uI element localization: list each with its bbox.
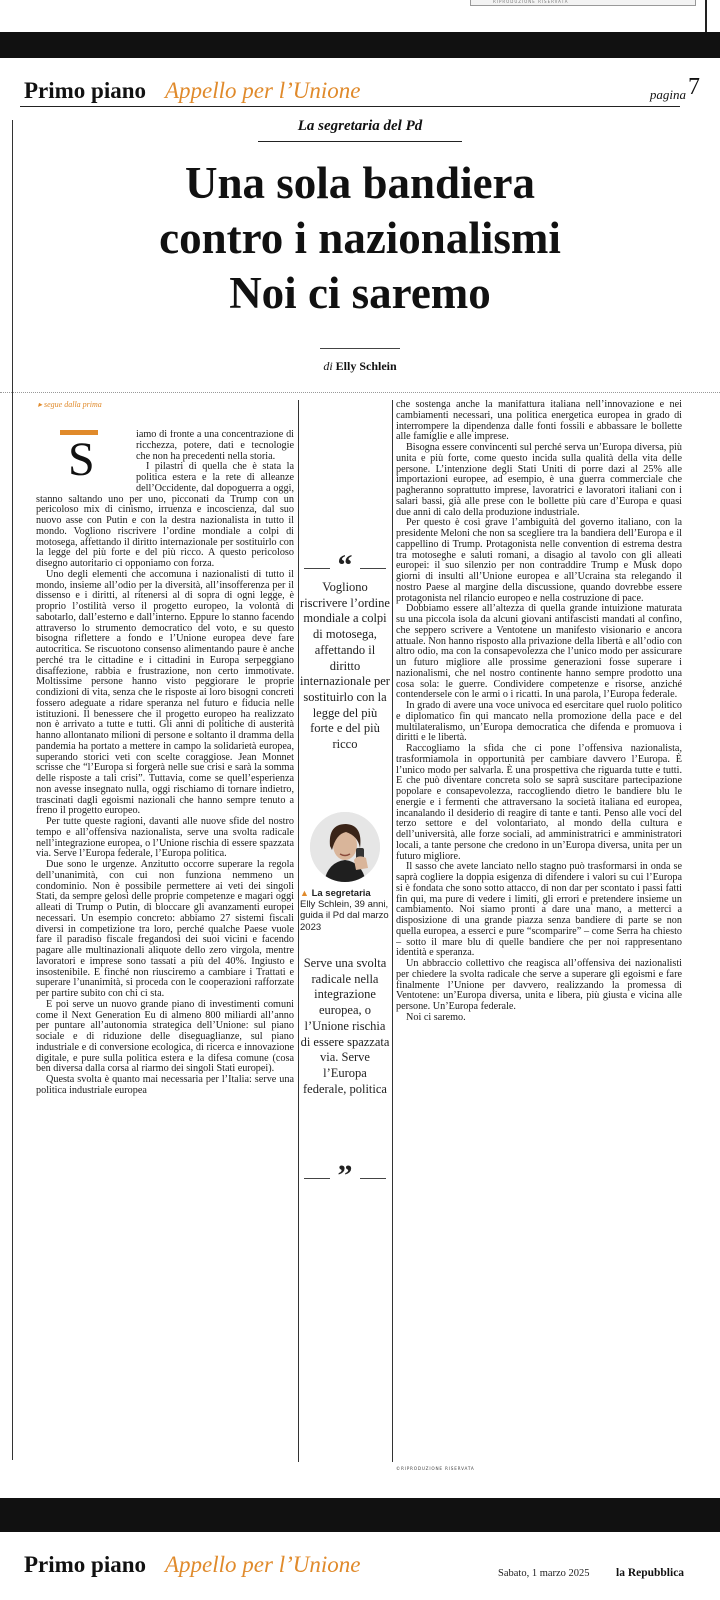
photo-caption <box>300 888 390 933</box>
article-column-left <box>36 430 294 1460</box>
section-title: Primo piano <box>24 78 147 103</box>
bottom-black-band <box>0 1498 720 1532</box>
previous-page-edge <box>470 0 696 6</box>
caption-text: Elly Schlein, 39 anni, guida il Pd dal marzo 2023 <box>300 899 389 933</box>
headline-line-3: Noi ci saremo <box>229 268 491 318</box>
segue-text: segue dalla prima <box>44 400 102 409</box>
author-photo <box>310 812 380 882</box>
quote-close-icon: ” <box>337 1159 353 1192</box>
paragraph: Per tutte queste ragioni, davanti alle nuove sfide del nostro tempo e all’offensiva nazionalista, serve una svolta radicale nell’integrazione europea, o l’Unione rischia di essere spazzata via. Serve l’Europa federale, l’Europa politica. <box>36 816 294 860</box>
headline-line-2: contro i nazionalismi <box>159 213 561 263</box>
top-vertical-rule <box>705 0 707 32</box>
paragraph: Bisogna essere convincenti sul perché serva un’Europa diversa, più unita e più forte, come questo incida sulla qualità della vita delle persone. L’intenzione degli Stati Uniti di porre dazi al 25% alle importazioni europee, ad esempio, è una guerra commerciale che pagheranno soprattutto imprese, lavoratrici e lavoratori italiani con i salari bassi, già alle prese con le bollette più care d’Europa e quasi due anni di calo della produzione industriale. <box>396 442 682 518</box>
paragraph: Dobbiamo essere all’altezza di quella grande intuizione maturata su una piccola isola da alcuni giovani antifascisti mandati al confino, che seppero scrivere a Ventotene un manifesto visionario e ancora attuale. Non hanno risposto alla privazione della libertà e all’odio con altro odio, ma con la consapevolezza che l’unico modo per assicurare un futuro migliore alle prossime generazioni fosse superare i nazionalismi, che nel nostro continente hanno sempre prodotto una cosa sola: le guerre. Condividere competenze e risorse, anziché contendersele con le armi o i ricatti. In una parola, l’Europa federale. <box>396 603 682 701</box>
paragraph: Per questo è così grave l’ambiguità del governo italiano, con la presidente Meloni che non sa scegliere tra la bandiera dell’Europa e il cappellino di Trump. Protagonista nelle convention di estrema destra tra motoseghe e saluti romani, a disagio al tavolo con gli alleati europei: il suo silenzio per non contraddire Trump e Musk dopo giorni di insulti all’Unione europea e all’Ucraina sta relegando il nostro Paese al margine della discussione, quando dovrebbe essere protagonista nel rilancio europeo e nella costruzione di pace. <box>396 517 682 604</box>
footer-date: Sabato, 1 marzo 2025 <box>498 1568 590 1579</box>
footer-series-title: Appello per l’Unione <box>165 1552 361 1577</box>
byline-prefix: di <box>323 359 333 373</box>
paragraph: Raccogliamo la sfida che ci pone l’offensiva nazionalista, trasformiamola in opportunità per cambiare davvero l’Europa. È l’unico modo per salvarla. È una prospettiva che riguarda tutte e tutti. E che può diventare concreta solo se saprà suscitare partecipazione popolare e consapevolezza, raccogliendo dietro le bandiere blu le energie e i fermenti che attraversano la società italiana ed europea, incanalando il desiderio di reagire di tante e tanti. Penso alle voci del terzo settore e del volontariato, al mondo della cultura e dell’università, alle forze sociali, ad amministratrici e amministratori locali, a tante persone che credono in un’Europa diversa, unita per un futuro migliore. <box>396 743 682 862</box>
headline-line-1: Una sola bandiera <box>184 158 536 208</box>
paragraph: iamo di fronte a una concentrazione di ricchezza, potere, dati e tecnologie che non ha precedenti nella storia. <box>136 430 294 462</box>
dropcap-letter: S <box>68 433 95 486</box>
page-footer <box>0 1532 720 1600</box>
header-rule <box>20 106 680 107</box>
previous-page-text: RIPRODUZIONE RISERVATA <box>493 0 569 4</box>
page-number: 7 <box>688 74 700 100</box>
paragraph: E poi serve un nuovo grande piano di investimenti comuni come il Next Generation Eu di almeno 800 miliardi all’anno per puntare all’autonomia strategica dell’Unione: sul piano sociale e di riduzione delle diseguaglianze, sul piano industriale e di conversione ecologica, di ricerca e innovazione digitale, e pure sulla politica estera e la difesa comune (cosa ben diversa dalla corsa al riarmo dei singoli Stati europei). <box>36 998 294 1075</box>
byline <box>0 359 720 374</box>
dotted-separator <box>0 392 720 393</box>
pull-quote-2: Serve una svolta radicale nella integrazione europea, o l’Unione rischia di essere spazzata via. Serve l’Europa federale, politica <box>300 956 390 1096</box>
quote-rule <box>304 568 330 569</box>
top-strip <box>0 0 720 32</box>
quote-close-marker <box>300 1159 390 1192</box>
paragraph: Il sasso che avete lanciato nello stagno può trasformarsi in onda se saprà cogliere la doppia esigenza di difendere i valori su cui l’Europa si è fondata che sono sotto attacco, di non dar per scontato i passi fatti fin qui, ma pure di vedere i limiti, gli errori e pretendere insieme un cambiamento. Noi siamo pronti a dare una mano, a metterci a disposizione di una grande piazza senza bandiere di parte se non quella europea, a esserci e pure “scomparire” – come Serra ha chiesto – sotto il mare blu di quelle bandiere che per noi rappresentano identità e speranza. <box>396 861 682 959</box>
page-label: pagina <box>649 87 686 102</box>
series-title: Appello per l’Unione <box>165 78 361 103</box>
newspaper-brand: la Repubblica <box>616 1567 685 1579</box>
column-rule-left <box>298 400 299 1462</box>
paragraph: I pilastri di quella che è stata la politica estera e la rete di alleanze dell’Occidente, dal dopoguerra a oggi, stanno saltando uno per uno, picconati da Trump con un pericoloso mix di cinismo, irruenza e incoscienza, dal suo nuovo asse con Putin e con la destra nazionalista in tutto il mondo. Vogliono riscrivere l’ordine mondiale a colpi di motosega, affettando il diritto internazionale per sostituirlo con la legge del più forte e del più ricco. A questo pericoloso disegno autoritario ci opponiamo con forza. <box>36 461 294 569</box>
article-column-right <box>396 400 682 1462</box>
author-photo-drawing <box>310 812 380 882</box>
page-header <box>0 58 720 106</box>
paragraph: Un abbraccio collettivo che reagisca all’offensiva dei nazionalisti per chiedere la svolta radicale che serve a superare gli egoismi e fare finalmente l’Unione per davvero, realizzando la promessa di Ventotene: un’Europa diversa, unita e libera, più giusta e vicina alle persone. Un’Europa federale. <box>396 958 682 1012</box>
caption-title: La segretaria <box>311 888 371 899</box>
top-black-band <box>0 32 720 58</box>
left-margin-rule <box>12 120 13 1460</box>
pull-quote-1: Vogliono riscrivere l’ordine mondiale a colpi di motosega, affettando il diritto internazionale per sostituirlo con la legge del più forte e del più ricco <box>300 580 390 752</box>
paragraph: In grado di avere una voce univoca ed esercitare quel ruolo politico e diplomatico fin qui mancato nella promozione della pace e del multilateralismo, un’Europa democratica che difenda e promuova i diritti e le libertà. <box>396 700 682 744</box>
column-rule-right <box>392 400 393 1462</box>
triangle-icon: ▸ <box>38 400 43 409</box>
quote-open-icon: “ <box>337 549 353 582</box>
paragraph: Questa svolta è quanto mai necessaria per l’Italia: serve una politica industriale europea <box>36 1074 294 1096</box>
sidebar-column <box>300 400 390 1462</box>
kicker: La segretaria del Pd <box>297 118 423 134</box>
byline-author: Elly Schlein <box>335 359 397 373</box>
footer-section-title: Primo piano <box>24 1552 147 1577</box>
segue-note <box>38 400 102 409</box>
quote-rule <box>360 1178 386 1179</box>
byline-rule <box>320 348 400 349</box>
quote-rule <box>304 1178 330 1179</box>
kicker-rule <box>258 141 462 142</box>
paragraph: Uno degli elementi che accomuna i nazionalisti di tutto il mondo, insieme all’odio per la diversità, all’insofferenza per il dissenso e i diritti, al ritenersi al di sopra di ogni legge, è proprio l’ostilità verso il progetto europeo, la volontà di sabotarlo, dall’esterno e dall’interno. Eppure lo stanno facendo attraverso lo strumento democratico del voto, e su questo bisogna riflettere a fondo e l’Unione europea deve fare autocritica. Se riscuotono consenso alimentando paure è anche perché tra le cittadine e i cittadini in Europa serpeggiano disaffezione, rabbia e frustrazione, non certo immotivate. Moltissime persone hanno visto peggiorare le proprie condizioni di vita, senza che le risposte ai loro bisogni concreti fossero adeguate a ridare speranza nel futuro e fiducia nelle istituzioni. Il benessere che il progetto europeo ha realizzato non è arrivato a tutte e tutti. Gli anni di politiche di austerità hanno allontanato milioni di persone e soltanto il dramma della pandemia ha portato a mettere in campo la solidarietà europea, superando storici veti con scelte coraggiose. Jean Monnet scrisse che “l’Europa si forgerà nelle sue crisi e sarà la somma delle risposte a tali crisi”. Tuttavia, come se quell’esperienza non avesse insegnato nulla, oggi rischiamo di tornare indietro, trascinati dagli egoismi nazionali che hanno sempre tenuto a freno il progetto europeo. <box>36 568 294 817</box>
quote-open-marker <box>300 549 390 582</box>
paragraph: Due sono le urgenze. Anzitutto occorre superare la regola dell’unanimità, con cui non funziona nemmeno un condominio. Non è possibile permettere ai veti dei singoli Stati, da sempre gelosi delle proprie competenze e magari oggi alleati di Trump o Putin, di bloccare gli avanzamenti europei necessari. Un esempio concreto: abbiamo 27 sistemi fiscali diversi in competizione tra loro, perché qualche Paese vuole fare il paradiso fiscale fregandosi dei suoi vicini e facendo pagare alle multinazionali aliquote dello zero virgola, mentre lavoratori e imprese sono tassati a più del 40%. Ingiusto e insostenibile. E finché non riusciremo a cambiare i Trattati e superare l’unanimità, si proceda con le cooperazioni rafforzate per partire subito con chi ci sta. <box>36 859 294 999</box>
paragraph: Noi ci saremo. <box>406 1011 466 1023</box>
copyright-note: ©RIPRODUZIONE RISERVATA <box>396 1466 475 1471</box>
paragraph: che sostenga anche la manifattura italiana nell’innovazione e nei cambiamenti necessari, una politica energetica europea in grado di interrompere la dipendenza dalle fonti fossili e abbassare le bollette alle famiglie e alle imprese. <box>396 400 682 443</box>
dropcap-block <box>36 430 132 488</box>
headline <box>40 156 680 321</box>
quote-rule <box>360 568 386 569</box>
triangle-icon: ▲ <box>300 888 309 898</box>
